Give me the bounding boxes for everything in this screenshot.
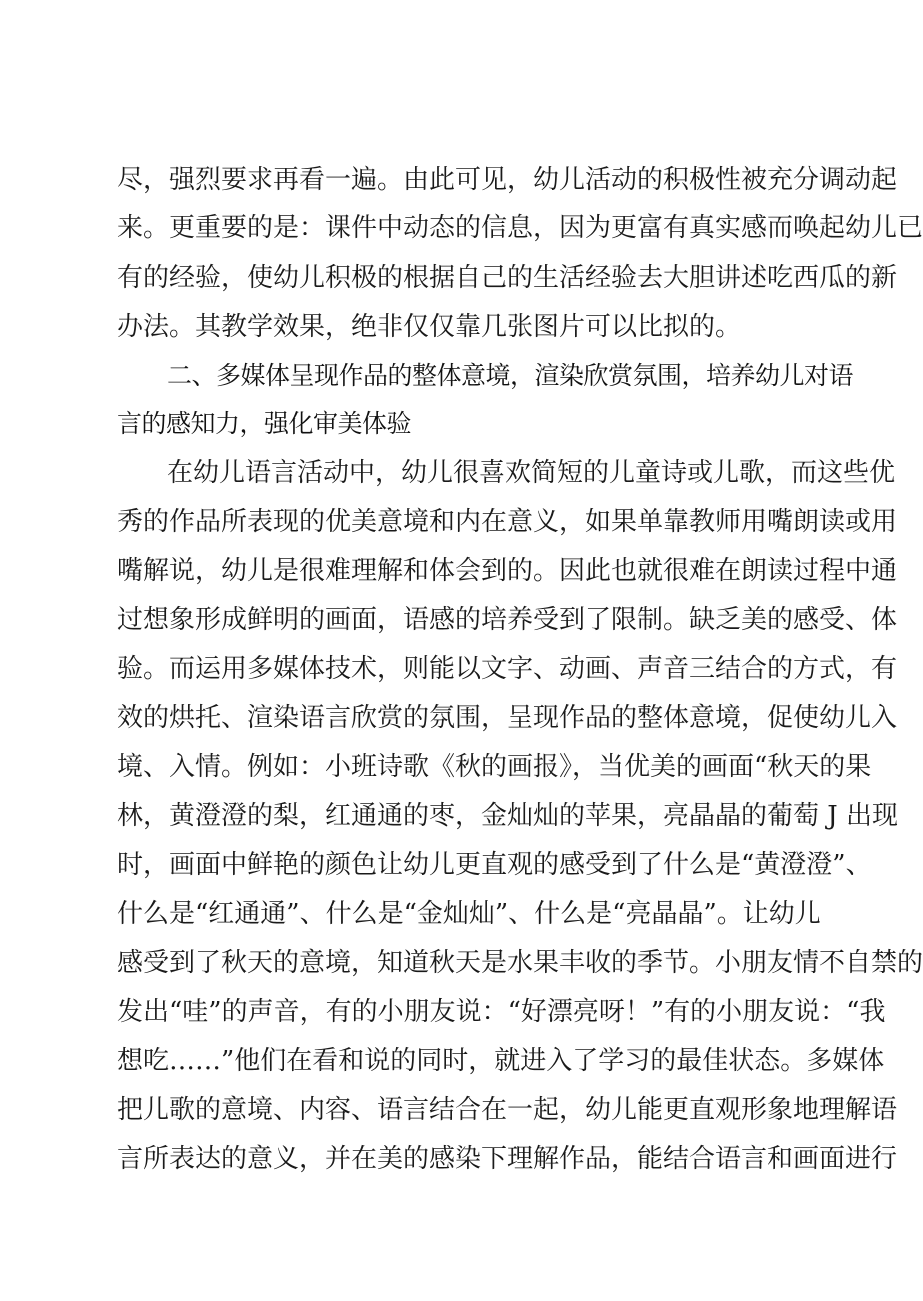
paragraph-2-line-11: 感受到了秋天的意境，知道秋天是水果丰收的季节。小朋友情不自禁的: [117, 948, 923, 978]
paragraph-2-line-7: 境、入情。例如：小班诗歌《秋的画报》，当优美的画面“秋天的果: [117, 752, 872, 782]
paragraph-2-line-6: 效的烘托、渲染语言欣赏的氛围，呈现作品的整体意境，促使幼儿入: [117, 703, 898, 733]
paragraph-2-line-15: 言所表达的意义，并在美的感染下理解作品，能结合语言和画面进行: [117, 1144, 898, 1174]
paragraph-2-line-12: 发出“哇”的声音，有的小朋友说：“好漂亮呀！”有的小朋友说：“我: [117, 997, 886, 1027]
paragraph-1-line-3: 有的经验，使幼儿积极的根据自己的生活经验去大胆讲述吃西瓜的新: [117, 263, 898, 293]
paragraph-2-line-4: 过想象形成鲜明的画面，语感的培养受到了限制。缺乏美的感受、体: [117, 605, 898, 635]
paragraph-2-line-13: 想吃……”他们在看和说的同时，就进入了学习的最佳状态。多媒体: [117, 1046, 885, 1076]
paragraph-2-line-5: 验。而运用多媒体技术，则能以文字、动画、声音三结合的方式，有: [117, 654, 898, 684]
paragraph-2-line-1: 在幼儿语言活动中，幼儿很喜欢简短的儿童诗或儿歌，而这些优: [167, 458, 896, 488]
section-heading-line-2: 言的感知力，强化审美体验: [117, 409, 412, 438]
paragraph-2-line-8: 林，黄澄澄的梨，红通通的枣，金灿灿的苹果，亮晶晶的葡萄 J 出现: [117, 801, 898, 831]
section-heading-line-1: 二、多媒体呈现作品的整体意境，渲染欣赏氛围，培养幼儿对语: [167, 361, 854, 390]
paragraph-2-line-9: 时，画面中鲜艳的颜色让幼儿更直观的感受到了什么是“黄澄澄”、: [117, 850, 872, 880]
paragraph-2-line-10: 什么是“红通通”、什么是“金灿灿”、什么是“亮晶晶”。让幼儿: [117, 899, 821, 929]
paragraph-2-line-14: 把儿歌的意境、内容、语言结合在一起，幼儿能更直观形象地理解语: [117, 1095, 898, 1125]
paragraph-1-line-4: 办法。其教学效果，绝非仅仅靠几张图片可以比拟的。: [117, 312, 742, 342]
paragraph-1-line-1: 尽，强烈要求再看一遍。由此可见，幼儿活动的积极性被充分调动起: [117, 165, 898, 195]
paragraph-2-line-2: 秀的作品所表现的优美意境和内在意义，如果单靠教师用嘴朗读或用: [117, 507, 898, 537]
paragraph-1-line-2: 来。更重要的是：课件中动态的信息，因为更富有真实感而唤起幼儿已: [117, 213, 923, 243]
paragraph-2-line-3: 嘴解说，幼儿是很难理解和体会到的。因此也就很难在朗读过程中通: [117, 556, 898, 586]
